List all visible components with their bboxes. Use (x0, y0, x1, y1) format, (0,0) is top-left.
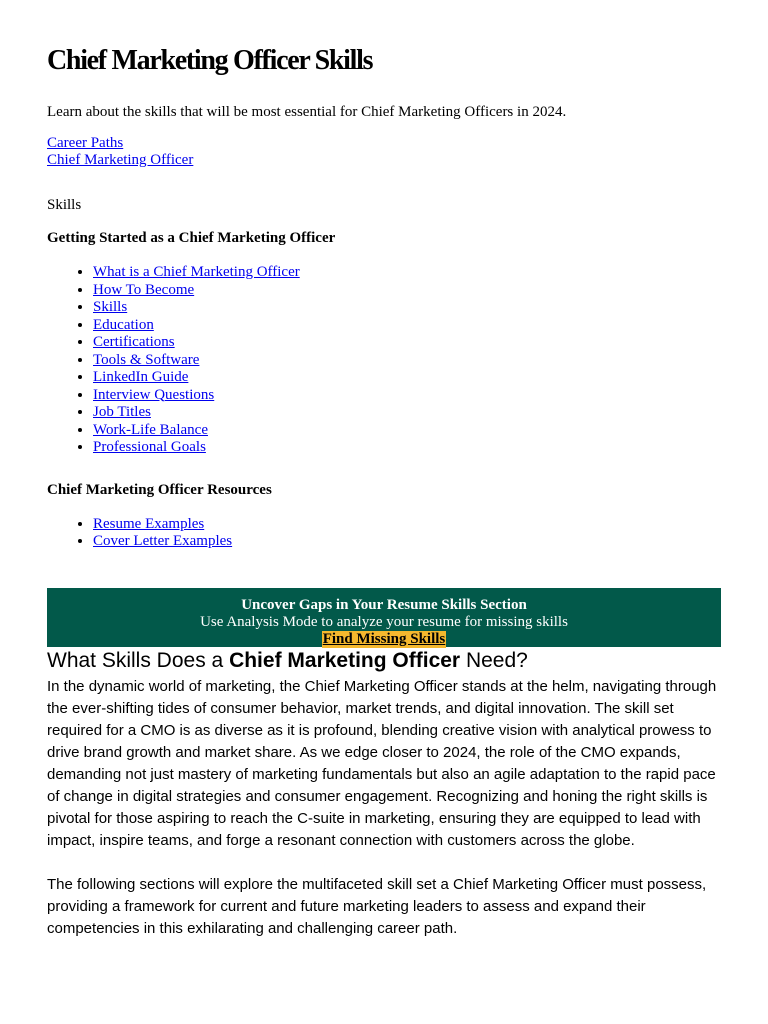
find-missing-skills-button[interactable]: Find Missing Skills (322, 630, 446, 647)
section-paragraph-2: The following sections will explore the multifaceted skill set a Chief Marketing Officer must possess, providing a framework for current and future marketing leaders to assess and expand their competencies in this exhilarating and challenging career path. (47, 875, 707, 937)
breadcrumb (47, 135, 721, 169)
resources-list (47, 516, 721, 551)
nav-link-education[interactable]: Education (93, 316, 154, 333)
breadcrumb-chief-marketing-officer[interactable]: Chief Marketing Officer (47, 152, 194, 168)
page-intro: Learn about the skills that will be most essential for Chief Marketing Officers in 2024. (47, 104, 567, 120)
resource-link-resume-examples[interactable]: Resume Examples (93, 515, 205, 532)
nav-link-tools-software[interactable]: Tools & Software (93, 351, 200, 368)
page-title: Chief Marketing Officer Skills (47, 45, 373, 76)
resume-analysis-banner (47, 588, 721, 647)
banner-subtitle: Use Analysis Mode to analyze your resume for missing skills (200, 613, 568, 630)
section-heading-pre: What Skills Does a (47, 648, 230, 672)
list-item (93, 352, 721, 370)
nav-link-work-life-balance[interactable]: Work-Life Balance (93, 421, 208, 438)
banner-title: Uncover Gaps in Your Resume Skills Section (241, 596, 527, 613)
section-heading (47, 649, 721, 673)
getting-started-heading: Getting Started as a Chief Marketing Officer (47, 230, 336, 246)
nav-link-professional-goals[interactable]: Professional Goals (93, 439, 206, 455)
nav-link-skills[interactable]: Skills (93, 299, 128, 315)
list-item (93, 439, 721, 457)
nav-link-job-titles[interactable]: Job Titles (93, 404, 151, 420)
nav-link-certifications[interactable]: Certifications (93, 334, 175, 350)
breadcrumb-career-paths[interactable]: Career Paths (47, 135, 124, 151)
section-paragraph-1: In the dynamic world of marketing, the Chief Marketing Officer stands at the helm, navigating through the ever-shifting tides of consumer behavior, market trends, and digital innovation. The skill set required for a CMO is as diverse as it is profound, blending creative vision with analytical prowess to drive brand growth and market share. As we edge closer to 2024, the role of the CMO expands, demanding not just mastery of marketing fundamentals but also an agile adaptation to the rapid pace of change in digital strategies and consumer engagement. Recognizing and honing the right skills is pivotal for those aspiring to reach the C-suite in marketing, ensuring they are equipped to lead with impact, inspire teams, and forge a resonant connection with customers across the globe. (47, 677, 717, 849)
list-item (93, 369, 721, 387)
list-item (93, 516, 721, 534)
list-item (93, 334, 721, 352)
list-item (93, 422, 721, 440)
list-item (93, 264, 721, 282)
nav-link-interview-questions[interactable]: Interview Questions (93, 386, 215, 403)
getting-started-list (47, 264, 721, 457)
list-item (93, 387, 721, 405)
list-item (93, 282, 721, 300)
section-heading-role: Chief Marketing Officer (229, 648, 461, 672)
resource-link-cover-letter-examples[interactable]: Cover Letter Examples (93, 533, 233, 549)
nav-link-what-is[interactable]: What is a Chief Marketing Officer (93, 264, 300, 280)
nav-link-linkedin-guide[interactable]: LinkedIn Guide (93, 369, 189, 385)
list-item (93, 404, 721, 422)
list-item (93, 299, 721, 317)
list-item (93, 317, 721, 335)
nav-link-how-to-become[interactable]: How To Become (93, 281, 195, 298)
list-item (93, 533, 721, 551)
current-section-label: Skills (47, 197, 82, 213)
section-heading-post: Need? (460, 648, 528, 672)
resources-heading: Chief Marketing Officer Resources (47, 481, 272, 498)
